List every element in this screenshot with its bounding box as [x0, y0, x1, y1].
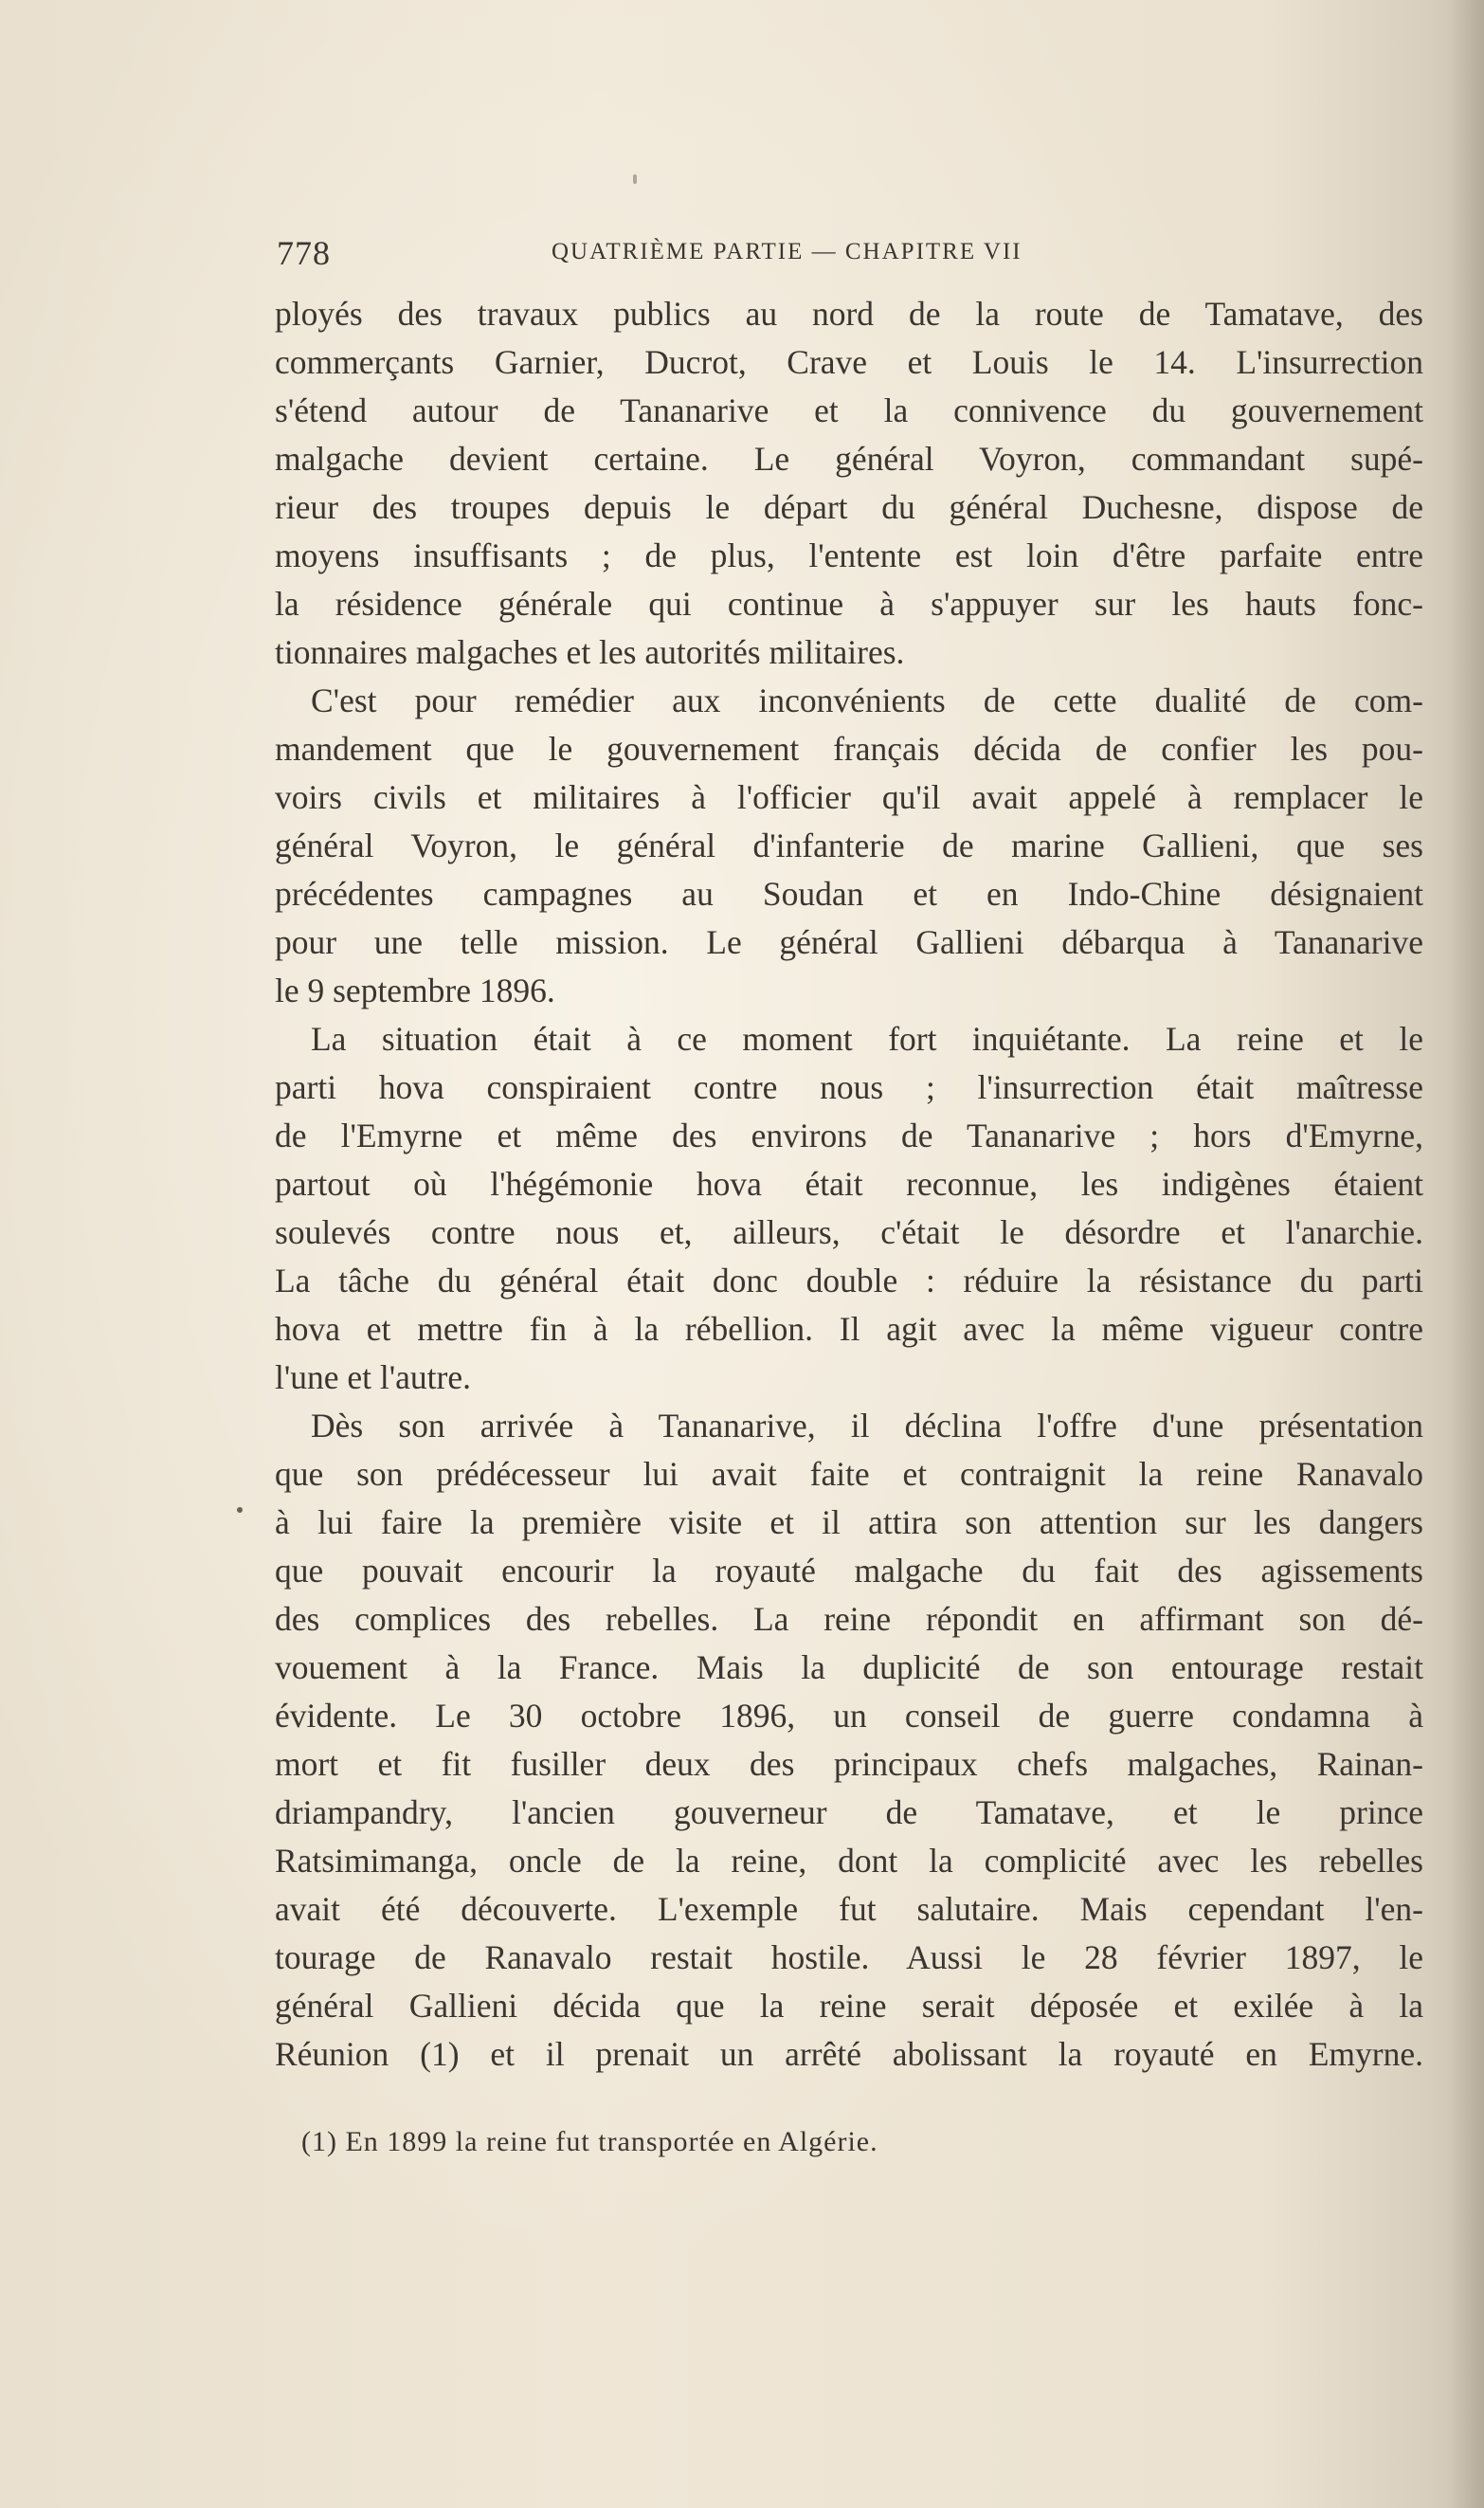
text-line: soulevés contre nous et, ailleurs, c'était le désordre et l'anarchie.: [275, 1213, 1423, 1251]
text-line: des complices des rebelles. La reine répondit en affirmant son dé-: [275, 1600, 1423, 1638]
text-line: précédentes campagnes au Soudan et en Indo-Chine désignaient: [275, 875, 1423, 913]
body-text: [275, 290, 1423, 2079]
text-line: rieur des troupes depuis le départ du général Duchesne, dispose de: [275, 488, 1423, 526]
text-line: que son prédécesseur lui avait faite et contraignit la reine Ranavalo: [275, 1455, 1423, 1493]
text-line: Réunion (1) et il prenait un arrêté abolissant la royauté en Emyrne.: [275, 2035, 1423, 2073]
page-number: 778: [277, 234, 331, 272]
text-line: C'est pour remédier aux inconvénients de cette dualité de com-: [311, 682, 1423, 719]
text-line: que pouvait encourir la royauté malgache du fait des agissements: [275, 1552, 1423, 1590]
text-line: de l'Emyrne et même des environs de Tananarive ; hors d'Emyrne,: [275, 1117, 1423, 1154]
page-gutter-shadow: [1450, 0, 1484, 2508]
text-line: tionnaires malgaches et les autorités militaires.: [275, 633, 905, 671]
text-line: Dès son arrivée à Tananarive, il déclina l'offre d'une présentation: [311, 1407, 1423, 1445]
text-line: partout où l'hégémonie hova était reconnue, les indigènes étaient: [275, 1165, 1423, 1203]
text-line: moyens insuffisants ; de plus, l'entente est loin d'être parfaite entre: [275, 536, 1423, 574]
text-line: voirs civils et militaires à l'officier qu'il avait appelé à remplacer le: [275, 778, 1423, 816]
text-line: mort et fit fusiller deux des principaux chefs malgaches, Rainan-: [275, 1745, 1423, 1783]
text-line: à lui faire la première visite et il attira son attention sur les dangers: [275, 1503, 1423, 1541]
text-line: général Gallieni décida que la reine serait déposée et exilée à la: [275, 1987, 1423, 2025]
text-line: driampandry, l'ancien gouverneur de Tamatave, et le prince: [275, 1793, 1423, 1831]
ink-speck: [633, 174, 637, 184]
running-head: QUATRIÈME PARTIE — CHAPITRE VII: [552, 239, 1023, 264]
text-line: ployés des travaux publics au nord de la route de Tamatave, des: [275, 295, 1423, 333]
text-line: l'une et l'autre.: [275, 1358, 471, 1396]
text-line: évidente. Le 30 octobre 1896, un conseil de guerre condamna à: [275, 1697, 1423, 1735]
text-line: mandement que le gouvernement français décida de confier les pou-: [275, 730, 1423, 768]
ink-speck: [237, 1507, 243, 1513]
text-line: La situation était à ce moment fort inquiétante. La reine et le: [311, 1020, 1423, 1058]
text-line: avait été découverte. L'exemple fut salutaire. Mais cependant l'en-: [275, 1890, 1423, 1928]
text-line: parti hova conspiraient contre nous ; l'insurrection était maîtresse: [275, 1068, 1423, 1106]
text-line: La tâche du général était donc double : réduire la résistance du parti: [275, 1262, 1423, 1299]
text-line: malgache devient certaine. Le général Voyron, commandant supé-: [275, 440, 1423, 478]
text-line: vouement à la France. Mais la duplicité de son entourage restait: [275, 1648, 1423, 1686]
text-line: commerçants Garnier, Ducrot, Crave et Louis le 14. L'insurrection: [275, 343, 1423, 381]
text-line: général Voyron, le général d'infanterie de marine Gallieni, que ses: [275, 827, 1423, 864]
text-line: hova et mettre fin à la rébellion. Il agit avec la même vigueur contre: [275, 1310, 1423, 1348]
text-line: Ratsimimanga, oncle de la reine, dont la complicité avec les rebelles: [275, 1842, 1423, 1880]
text-line: s'étend autour de Tananarive et la connivence du gouvernement: [275, 391, 1423, 429]
footnote: (1) En 1899 la reine fut transportée en Algérie.: [301, 2126, 878, 2157]
text-line: tourage de Ranavalo restait hostile. Aussi le 28 février 1897, le: [275, 1938, 1423, 1976]
text-line: la résidence générale qui continue à s'appuyer sur les hauts fonc-: [275, 585, 1423, 623]
text-line: le 9 septembre 1896.: [275, 972, 555, 1009]
text-line: pour une telle mission. Le général Gallieni débarqua à Tananarive: [275, 923, 1423, 961]
page-header: [277, 233, 1319, 271]
